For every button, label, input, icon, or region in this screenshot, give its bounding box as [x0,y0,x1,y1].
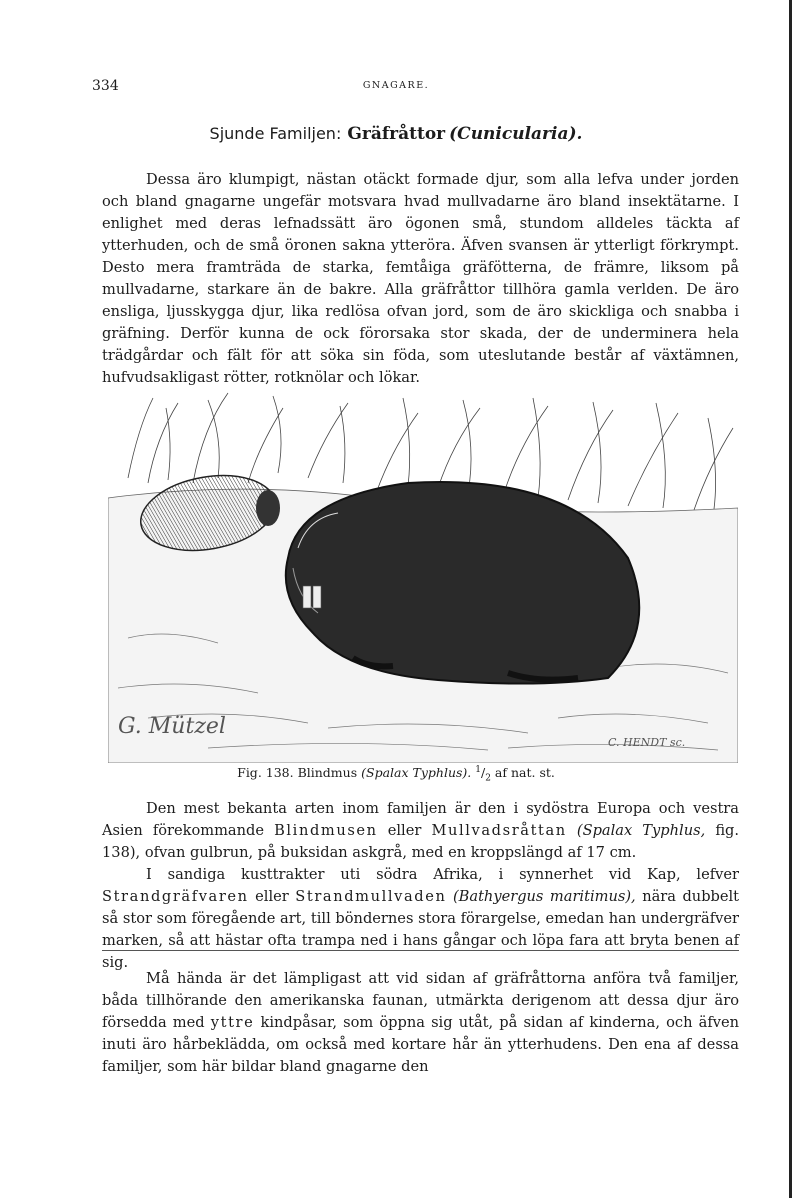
text-run: Den mest bekanta arten inom familjen är den i sydöstra Europa och vestra Asien förekommande [102,800,739,839]
text-run: eller [255,888,289,905]
section-latin-name: (Cunicularia). [449,124,583,144]
text-run: eller [387,822,422,839]
spaced-word-yttre: yttre [210,1014,255,1031]
caption-fraction: $^1/_2$ [475,765,491,784]
closing-paragraph [102,968,739,1078]
section-divider [102,950,739,951]
latin-name-spalax: (Spalax Typhlus, [576,822,706,839]
species-paragraphs [102,798,739,974]
latin-name-bathyergus: (Bathyergus maritimus), [452,888,636,905]
caption-name: Blindmus [297,765,358,781]
section-title: Gräfråttor [347,124,446,144]
caption-suffix: af nat. st. [494,765,555,781]
text-run: nära dubbelt så stor som föregående art, till böndernes stora förargelse, emedan han undergräfver marken, så att hästar ofta trampa ned i hans gångar och löpa fara att bryta benen af sig. [102,888,740,971]
running-head: GNAGARE. [362,80,430,91]
text-run: kindpåsar, som öppna sig utåt, på sidan af kinderna, och äfven inuti äro hårbeklädda, om också med kortare hår än ytterhudens. Den ena af dessa familjer, som här bildar bland gnagarne den [102,1014,740,1075]
section-heading [0,124,792,144]
text-run: I sandiga kusttrakter uti södra Afrika, i synnerhet vid Kap, lefver [146,866,739,883]
spaced-name-strandmullvaden: Strandmullvaden [295,888,447,905]
strandgrafvare-paragraph [102,864,739,974]
artist-signature: G. Mützel [118,714,226,739]
blindmus-paragraph [102,798,739,864]
section-prefix: Sjunde Familjen: [209,124,342,143]
page-number: 334 [92,78,119,94]
engraver-signature: C. HENDT sc. [608,736,686,749]
caption-latin: (Spalax Typhlus). [361,765,472,781]
caption-prefix: Fig. 138. [237,765,294,781]
intro-paragraph: Dessa äro klumpigt, nästan otäckt formade djur, som alla lefva under jorden och bland gnagarne ungefär motsvara hvad mullvadarne äro bland insektätarne. I enlighet med deras lefnadssätt äro ögonen små, stundom alldeles täckta af ytterhuden, och de små öronen sakna ytteröra. Äfven svansen är ytterligt förkrympt. Desto mera framträda de starka, femtåiga gräfötterna, de främre, liksom på mullvadarne, starkare än de bakre. Alla gräfråttor tillhöra gamla verlden. De äro ensliga, ljusskygga djur, lika redlösa ofvan jord, som de äro skickliga och snabba i gräfning. Derför kunna de ock förorsaka stor skada, der de underminera hela trädgårdar och fält för att söka sin föda, som uteslutande består af växtämnen, hufvudsakligast rötter, rotknölar och lökar. [102,171,739,386]
text-run: fig. 138), ofvan gulbrun, på buksidan askgrå, med en kroppslängd af 17 cm. [102,822,740,861]
caption-fraction-numerator: 1 [475,765,481,775]
closing-paragraph-block [102,968,739,1078]
spaced-name-blindmusen: Blindmusen [274,822,378,839]
figure-blindmus-engraving [108,388,738,763]
engraving-illustration [108,388,738,763]
figure-caption [0,765,792,784]
caption-fraction-denominator: 2 [485,773,491,784]
spaced-name-mullvadsrattan: Mullvadsråttan [431,822,567,839]
text-run: Må hända är det lämpligast att vid sidan af gräfråttorna anföra två familjer, båda tillhörande den amerikanska faunan, utmärkta derigenom att dessa djur äro försedda med [102,970,739,1031]
intro-paragraph-block [102,169,739,389]
spaced-name-strandgrafvaren: Strandgräfvaren [102,888,249,905]
